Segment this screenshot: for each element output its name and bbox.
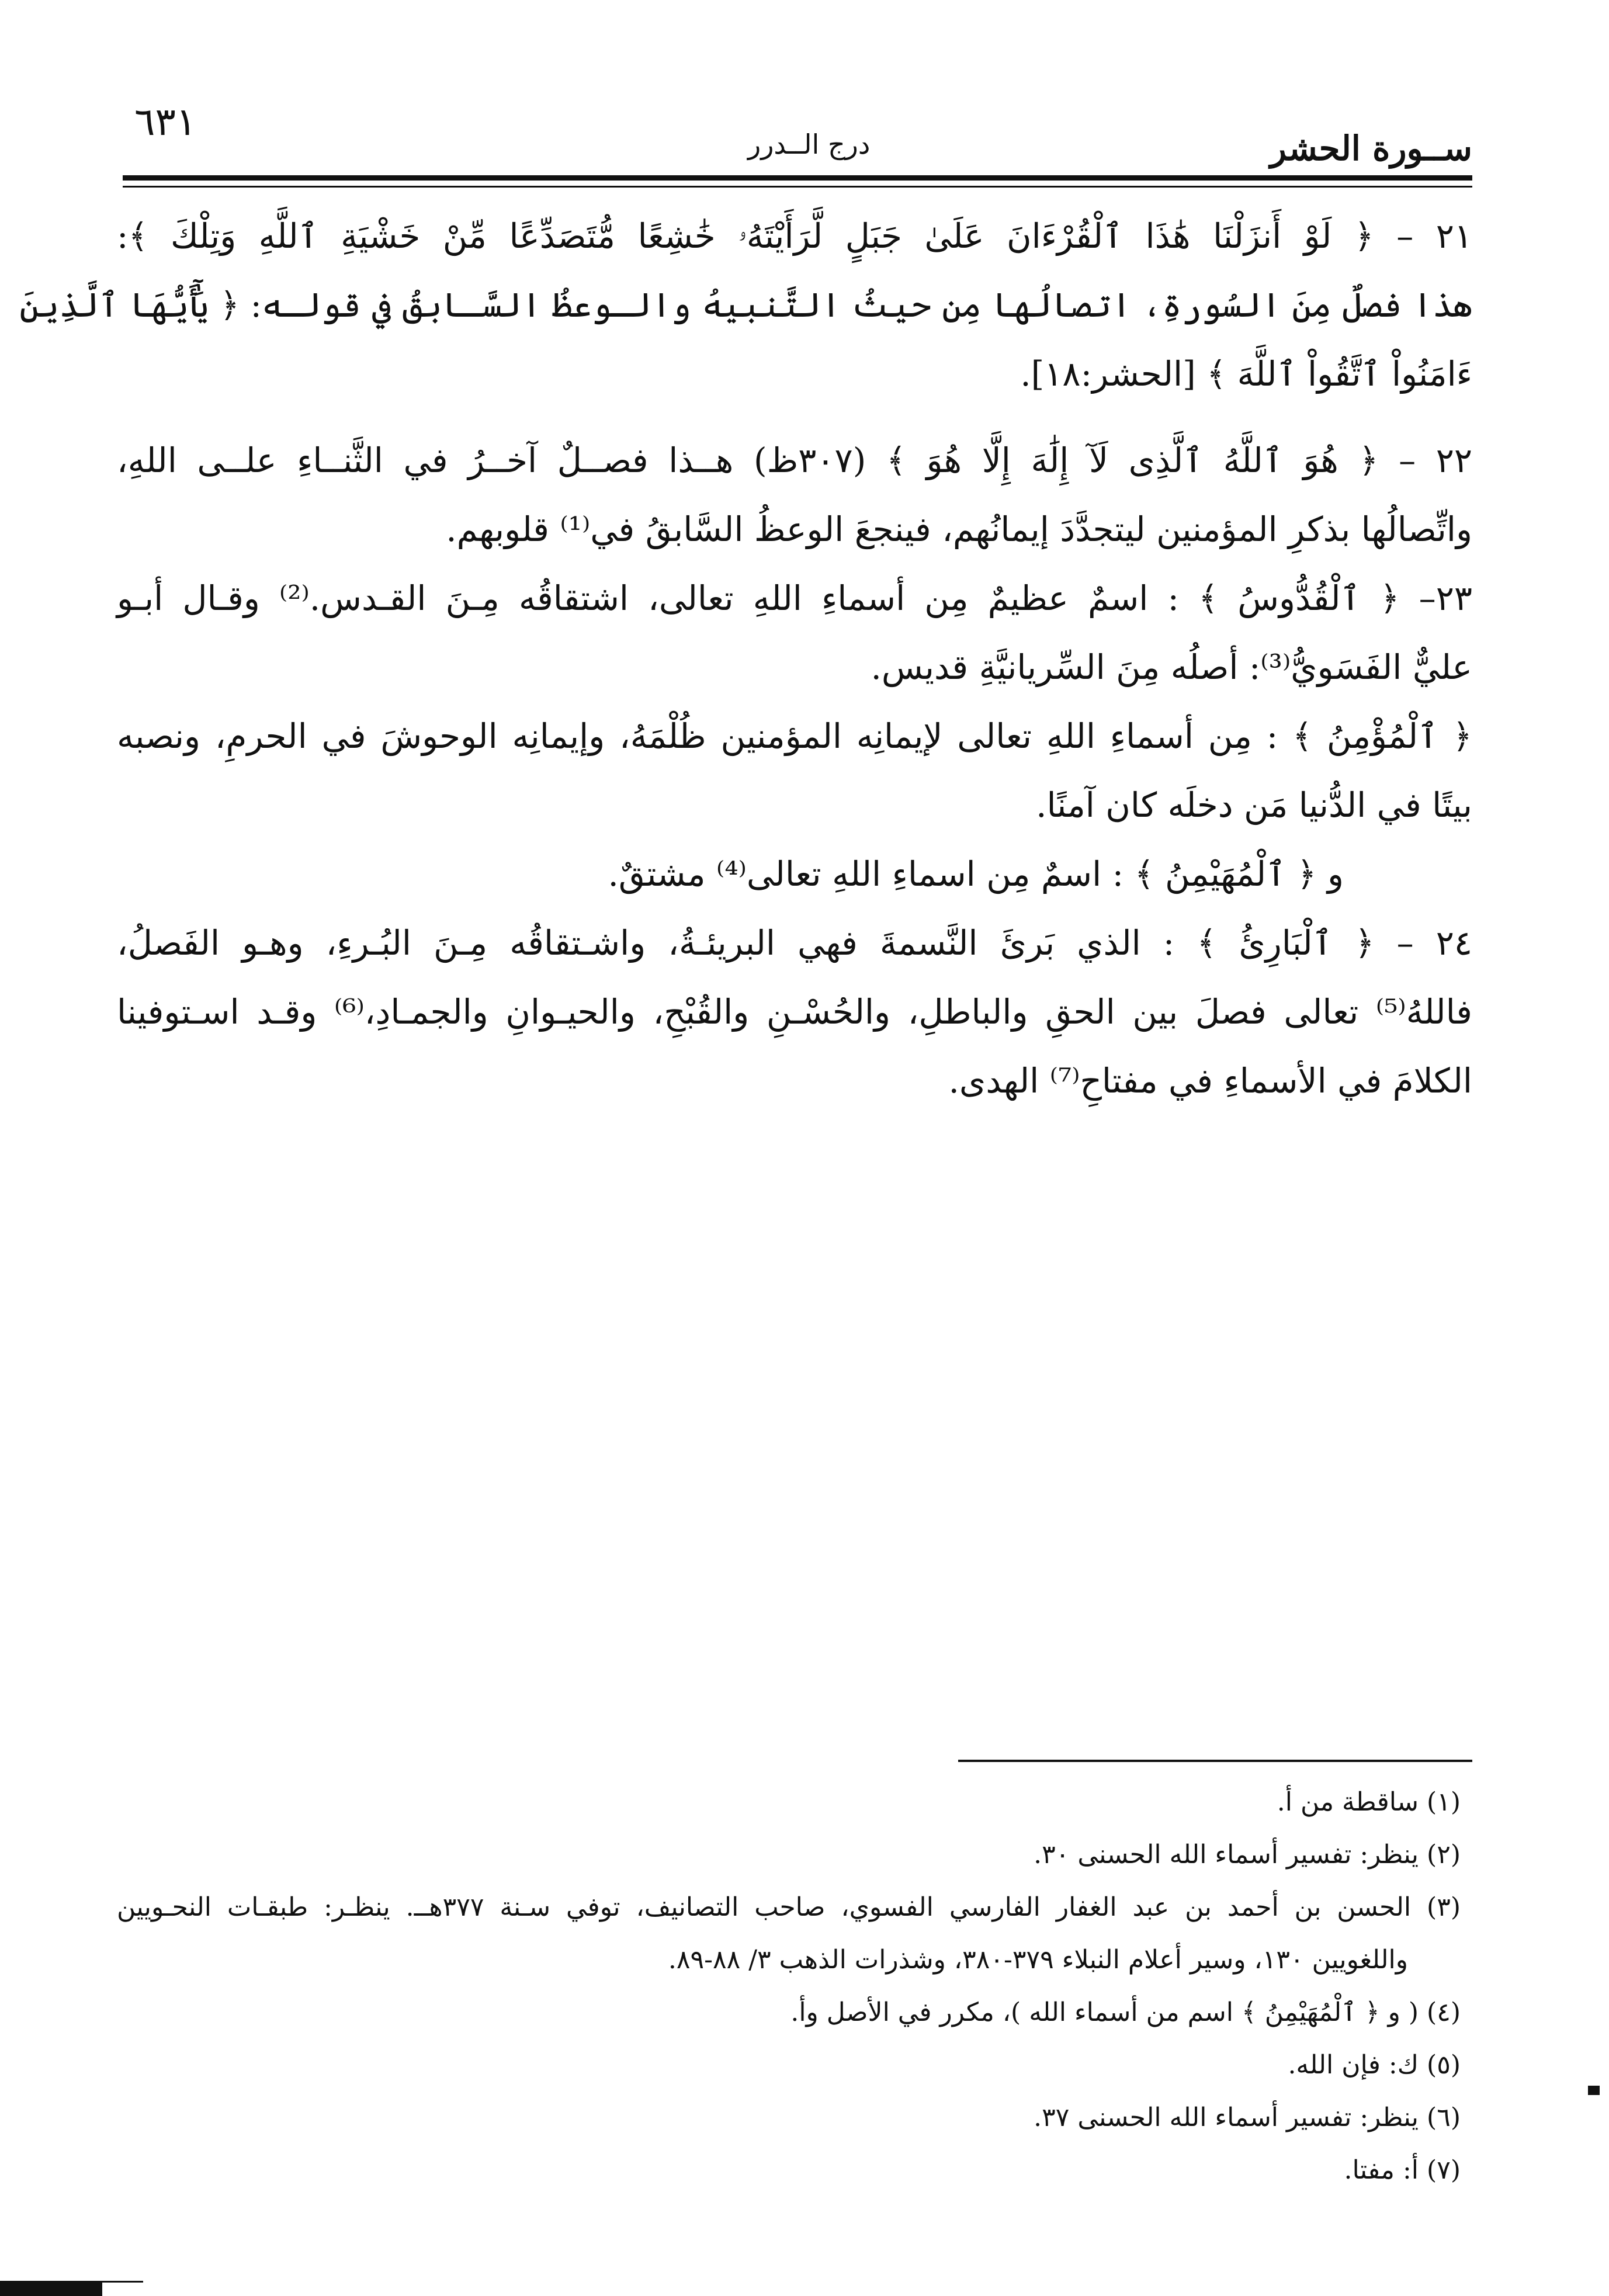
footnote: (١) ساقطة من أ. <box>1277 1787 1461 1817</box>
text-line: الكلامَ في الأسماءِ في مفتاحِ⁽⁷⁾ الهدى. <box>948 1061 1472 1101</box>
footnote: (٧) أ: مفتا. <box>1344 2155 1461 2185</box>
header-rule <box>123 175 1472 181</box>
footnote-separator <box>958 1760 1472 1762</box>
header-rule-thin <box>123 186 1472 188</box>
text-line: ﴿ ٱلْمُؤْمِنُ ﴾ : مِن أسماءِ اللهِ تعالى لإيمانِه المؤمنين ظُلْمَهُ، وإيمانِه الوحوشَ في الحرمِ، ونصبه <box>117 716 1472 756</box>
footnote: (٥) ك: فإن الله. <box>1288 2050 1461 2080</box>
footnote: (٤) ( و ﴿ ٱلْمُهَيْمِنُ ﴾ اسم من أسماء الله )، مكرر في الأصل وأ. <box>790 1997 1461 2027</box>
text-line: ٢٣– ﴿ ٱلْقُدُّوسُ ﴾ : اسمٌ عظيمٌ مِن أسماءِ اللهِ تعالى، اشتقاقُه مِـنَ القـدس.⁽²⁾ وقـال أبـو <box>117 578 1472 618</box>
text-line: ٢٤ – ﴿ ٱلْبَارِئُ ﴾ : الذي بَرئَ النَّسمةَ فهي البريئـةُ، واشـتقاقُه مِـنَ البُـرءِ، وهـو الفَصلُ، <box>117 923 1472 963</box>
main-text <box>19 202 1473 1115</box>
text-line: هذا فصلٌ مِنَ السُورةِ، اتصالُها مِن حيثُ التَّنبيهُ والـوعظُ السَّـابقُ في قولـه: ﴿ يَٰٓأَيُّهَا ٱلَّذِينَ <box>19 285 1472 325</box>
edge-mark <box>102 2281 143 2283</box>
text-line: عليٌّ الفَسَويُّ⁽³⁾: أصلُه مِنَ السِّريانيَّةِ قديس. <box>871 647 1472 687</box>
text-line: بيتًا في الدُّنيا مَن دخلَه كان آمنًا. <box>1036 785 1472 825</box>
text-line: ءَامَنُواْ ٱتَّقُواْ ٱللَّهَ ﴾ [الحشر:١٨]. <box>1020 354 1472 394</box>
footnote: (٣) الحسن بن أحمد بن عبد الغفار الفارسي الفسوي، صاحب التصانيف، توفي سـنة ٣٧٧هــ. ينظـر: طبقـات النحـويين <box>117 1892 1461 1922</box>
text-line: فاللهُ⁽⁵⁾ تعالى فصلَ بين الحقِ والباطلِ، والحُسْـنِ والقُبْحِ، والحيـوانِ والجمـادِ،⁽⁶⁾ وقـد اسـتوفينا <box>117 992 1473 1032</box>
text-line: ٢٢ – ﴿ هُوَ ٱللَّهُ ٱلَّذِى لَآ إِلَٰهَ إِلَّا هُوَ ﴾ (٣٠٧ظ) هــذا فصــلٌ آخــرُ في الثَّنــاءِ علــى اللهِ، <box>117 441 1472 480</box>
text-line: ٢١ – ﴿ لَوْ أَنزَلْنَا هَٰذَا ٱلْقُرْءَانَ عَلَىٰ جَبَلٍ لَّرَأَيْتَهُۥ خَٰشِعًا مُّتَصَدِّعًا مِّنْ خَشْيَةِ ٱللَّهِ وَتِلْكَ ﴾: <box>117 216 1472 256</box>
text-line: واتِّصالُها بذكرِ المؤمنين ليتجدَّدَ إيمانُهم، فينجعَ الوعظُ السَّابقُ في⁽¹⁾ قلوبهم. <box>446 509 1472 549</box>
book-title: درج الــدرر <box>748 129 871 160</box>
surah-name: ســورة الحشر <box>1270 129 1472 168</box>
footnote: (٢) ينظر: تفسير أسماء الله الحسنى ٣٠. <box>1034 1840 1461 1870</box>
footnote: (٦) ينظر: تفسير أسماء الله الحسنى ٣٧. <box>1034 2103 1461 2132</box>
footnote-continuation: واللغويين ١٣٠، وسير أعلام النبلاء ٣٧٩-٣٨٠، وشذرات الذهب ٣/ ٨٨-٨٩. <box>668 1945 1408 1975</box>
page-number: ٦٣١ <box>134 99 197 144</box>
text-line: و ﴿ ٱلْمُهَيْمِنُ ﴾ : اسمٌ مِن اسماءِ اللهِ تعالى⁽⁴⁾ مشتقٌ. <box>608 854 1344 894</box>
edge-mark <box>0 2281 102 2296</box>
page-header <box>123 88 1472 175</box>
edge-mark <box>1588 2086 1600 2095</box>
footnotes <box>117 1776 1461 2197</box>
